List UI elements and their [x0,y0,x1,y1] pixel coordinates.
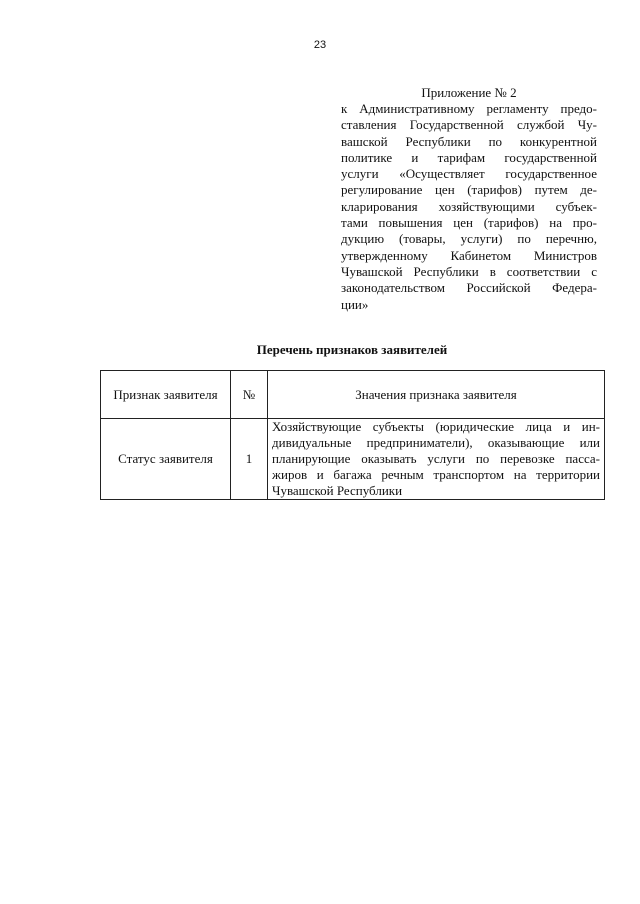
appendix-line: к Административному регламенту предо- [341,101,597,116]
cell-value [268,419,605,500]
value-line: планирующие оказывать услуги по перевозке пасса- [272,451,600,466]
value-line: Чувашской Республики [272,483,403,498]
appendix-line: ставления Государственной службой Чу- [341,117,597,133]
header-values: Значения признака заявителя [268,371,605,419]
value-line: дивидуальные предприниматели), оказывающие или [272,435,600,450]
header-number: № [231,371,268,419]
appendix-line: услуги «Осуществляет государственное [341,166,597,182]
value-line: Хозяйствующие субъекты (юридические лица и ин- [272,419,600,434]
page-number: 23 [313,39,327,51]
appendix-text [341,101,597,313]
value-line: жиров и багажа речным транспортом на территории [272,467,600,482]
appendix-line: законодательством Российской Федера- [341,280,597,296]
appendix-title: Приложение № 2 [421,85,517,100]
appendix-line: политике и тарифам государственной [341,149,597,165]
cell-number: 1 [231,419,268,500]
cell-sign: Статус заявителя [101,419,231,500]
table-header-row [101,371,605,419]
applicant-signs-table [100,370,605,500]
list-title: Перечень признаков заявителей [256,342,448,357]
appendix-line: тами повышения цен (тарифов) на про- [341,215,597,231]
appendix-line: регулирование цен (тарифов) путем де- [341,182,597,198]
appendix-line: кларирования хозяйствующими субъек- [341,198,597,214]
appendix-line: Чувашской Республики в соответствии с [341,263,597,279]
appendix-line: утвержденному Кабинетом Министров [341,247,597,263]
appendix-line: ции» [341,296,369,312]
appendix-line: вашской Республики по конкурентной [341,133,597,149]
table-row [101,419,605,500]
appendix-line: дукцию (товары, услуги) по перечню, [341,231,597,247]
appendix-block [341,84,597,313]
header-sign: Признак заявителя [101,371,231,419]
